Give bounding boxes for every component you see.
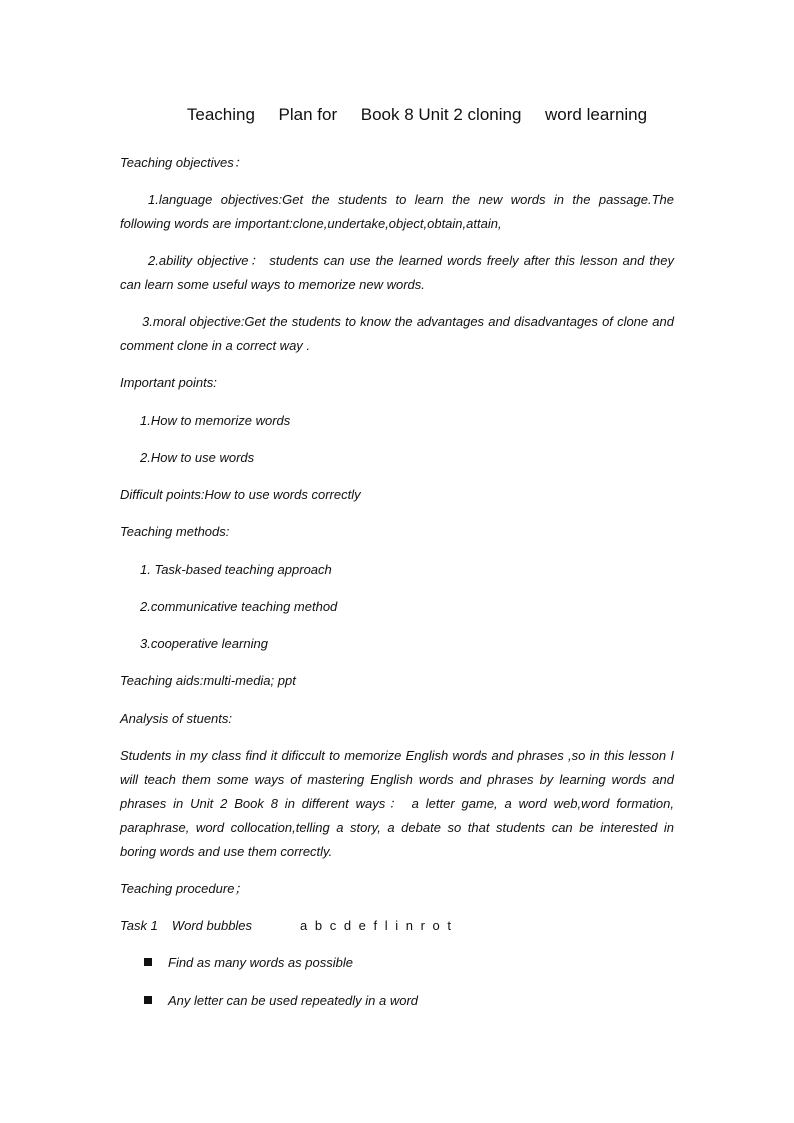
- analysis-line: phrases in Unit 2 Book 8 in different ways： a letter game, a word web,word formation,: [120, 796, 674, 811]
- moral-objective-line2: comment clone in a correct way .: [120, 338, 311, 353]
- analysis-line: paraphrase, word collocation,telling a story, a debate so that students can be interested in: [120, 820, 674, 835]
- language-objective-line2: following words are important:clone,undertake,object,obtain,attain,: [120, 216, 502, 231]
- analysis-line: boring words and use them correctly.: [120, 844, 333, 859]
- teaching-aids: Teaching aids:multi-media; ppt: [120, 673, 296, 688]
- ability-objective-line1: 2.ability objective： students can use the learned words freely after this lesson and they: [148, 253, 674, 268]
- analysis-heading: Analysis of stuents:: [120, 711, 232, 726]
- analysis-line: Students in my class find it dificcult to memorize English words and phrases ,so in this lesson I: [120, 748, 674, 763]
- important-points-heading: Important points:: [120, 375, 217, 390]
- task1-label: Task 1: [120, 918, 158, 933]
- ability-objective-line2: can learn some useful ways to memorize new words.: [120, 277, 425, 292]
- difficult-points: Difficult points:How to use words correctly: [120, 487, 361, 502]
- important-point-item: 1.How to memorize words: [140, 413, 291, 428]
- square-bullet-icon: [144, 958, 152, 966]
- teaching-methods-heading: Teaching methods:: [120, 524, 230, 539]
- list-item: [144, 989, 418, 1013]
- list-item: [144, 951, 353, 975]
- task1-row: [120, 914, 674, 938]
- task1-name: Word bubbles: [171, 918, 253, 933]
- teaching-method-item: 1. Task-based teaching approach: [140, 562, 332, 577]
- bullet-text: Find as many words as possible: [168, 955, 353, 970]
- teaching-method-item: 2.communicative teaching method: [140, 599, 338, 614]
- task1-letters: a b c d e f l i n r o t: [300, 918, 453, 933]
- analysis-line: will teach them some ways of mastering English words and phrases by learning words and: [120, 772, 674, 787]
- bullet-text: Any letter can be used repeatedly in a word: [168, 993, 419, 1008]
- objectives-heading: Teaching objectives：: [120, 155, 247, 170]
- procedure-heading: Teaching procedure；: [120, 881, 248, 896]
- important-point-item: 2.How to use words: [140, 450, 255, 465]
- page-title: Teaching Plan for Book 8 Unit 2 cloning word learning: [186, 105, 648, 124]
- moral-objective-line1: 3.moral objective:Get the students to know the advantages and disadvantages of clone and: [142, 314, 674, 329]
- square-bullet-icon: [144, 996, 152, 1004]
- language-objective-line1: 1.language objectives:Get the students to learn the new words in the passage.The: [148, 192, 674, 207]
- teaching-method-item: 3.cooperative learning: [140, 636, 268, 651]
